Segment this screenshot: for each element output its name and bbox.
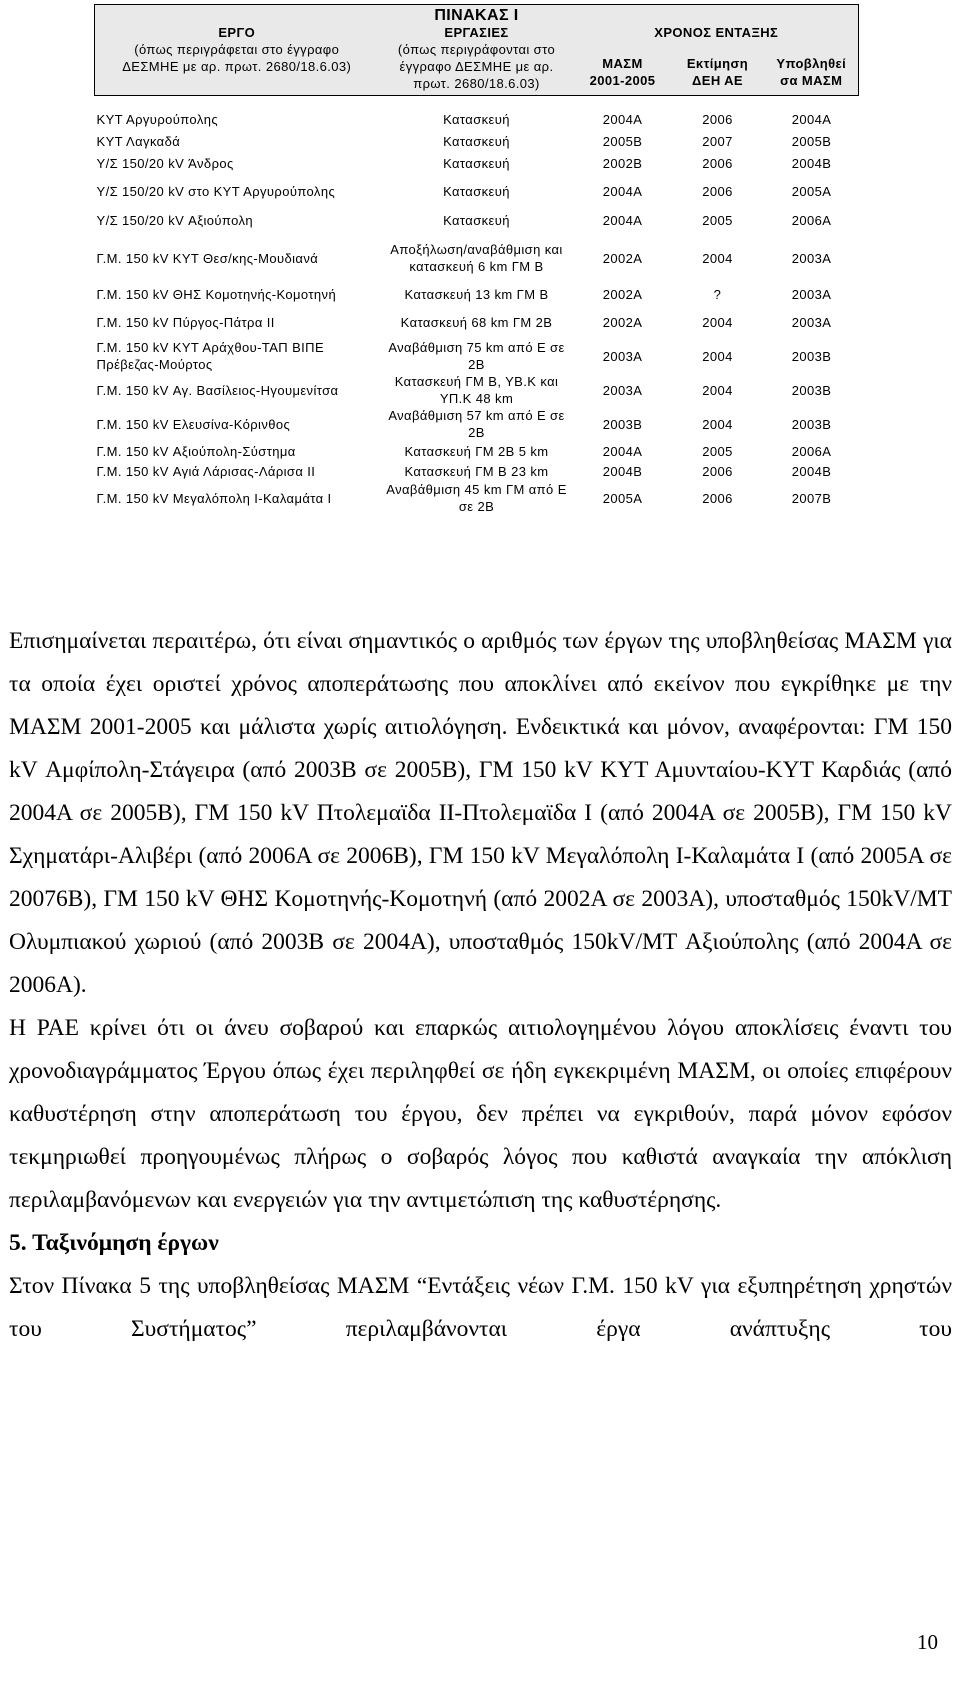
row-work-cell: Υ/Σ 150/20 kV Αξιούπολη — [96, 213, 254, 228]
row-masm-cell: 2002Α — [602, 250, 643, 266]
row-masm-cell: 2004Α — [602, 183, 643, 199]
row-submitted-cell: 2005Β — [791, 133, 832, 149]
column-header-masm — [575, 41, 671, 96]
row-submitted-cell: 2006Α — [791, 213, 832, 228]
row-estimate-cell: 2006 — [702, 111, 733, 127]
submitted-label-2: σα ΜΑΣΜ — [780, 73, 843, 88]
row-task-cell: Αναβάθμιση 75 km από Ε σε 2Β — [388, 340, 565, 372]
row-task-cell: Αναβάθμιση 57 km από Ε σε 2Β — [388, 408, 565, 440]
row-work-cell: ΚΥΤ Λαγκαδά — [96, 133, 181, 149]
row-work-cell: Γ.Μ. 150 kV Αξιούπολη-Σύστημα — [96, 443, 296, 459]
row-estimate-cell: ? — [713, 286, 722, 302]
table-row — [95, 130, 859, 152]
row-task-cell: Κατασκευή — [443, 183, 510, 199]
row-work-cell: Γ.Μ. 150 kV ΘΗΣ Κομοτηνής-Κομοτηνή — [96, 286, 337, 302]
row-submitted-cell: 2004Α — [791, 111, 832, 127]
row-task-cell: Κατασκευή ΓΜ Β, ΥΒ.Κ και ΥΠ.Κ 48 km — [394, 374, 559, 406]
column-header-work: ΕΡΓΟ — [95, 24, 379, 41]
row-submitted-cell: 2003Α — [791, 250, 832, 266]
row-estimate-cell: 2005 — [702, 213, 733, 228]
row-estimate-cell: 2004 — [702, 416, 733, 432]
paragraph-1: Επισημαίνεται περαιτέρω, ότι είναι σημαντικός ο αριθμός των έργων της υποβληθείσας ΜΑΣΜ για τα οποία έχει οριστεί χρόνος αποπεράτωσης που αποκλίνει από εκείνον που εγκρίθηκε με την ΜΑΣΜ 2001-2005 και μάλιστα χωρίς αιτιολόγηση. Ενδεικτικά και μόνον, αναφέρονται: ΓΜ 150 kV Αμφίπολη-Στάγειρα (από 2003Β σε 2005Β), ΓΜ 150 kV ΚΥΤ Αμυνταίου-ΚΥΤ Καρδιάς (από 2004Α σε 2005Β), ΓΜ 150 kV Πτολεμαϊδα ΙΙ-Πτολεμαϊδα Ι (από 2004Α σε 2005Β), ΓΜ 150 kV Σχηματάρι-Αλιβέρι (από 2006Α σε 2006Β), ΓΜ 150 kV Μεγαλόπολη Ι-Καλαμάτα Ι (από 2005Α σε 20076Β), ΓΜ 150 kV ΘΗΣ Κομοτηνής-Κομοτηνή (από 2002Α σε 2003Α), υποσταθμός 150kV/MT Ολυμπιακού χωριού (από 2003Β σε 2004Α), υποσταθμός 150kV/MT Αξιούπολης (από 2004Α σε 2006Α). — [9, 628, 952, 998]
row-submitted-cell: 2006Α — [791, 443, 832, 459]
column-header-time: ΧΡΟΝΟΣ ΕΝΤΑΞΗΣ — [575, 24, 859, 41]
row-work-cell: ΚΥΤ Αργυρούπολης — [96, 111, 219, 127]
row-work-cell: Υ/Σ 150/20 kV στο ΚΥΤ Αργυρούπολης — [96, 183, 336, 199]
table-row — [95, 407, 859, 441]
column-header-tasks-sub: (όπως περιγράφονται στο έγγραφο ΔΕΣΜΗΕ με αρ. πρωτ. 2680/18.6.03) — [379, 41, 575, 96]
masm-period: 2001-2005 — [589, 73, 656, 88]
row-work-cell: Γ.Μ. 150 kV Αγιά Λάρισας-Λάρισα ΙΙ — [96, 463, 316, 479]
table-title-row — [95, 5, 859, 25]
submitted-label-1: Υποβληθεί — [776, 56, 847, 71]
row-submitted-cell: 2003Α — [791, 314, 832, 330]
header-row-1 — [95, 24, 859, 41]
row-masm-cell: 2002Β — [602, 155, 643, 171]
column-header-work-sub: (όπως περιγράφεται στο έγγραφο ΔΕΣΜΗΕ με αρ. πρωτ. 2680/18.6.03) — [95, 41, 379, 96]
row-work-cell: Γ.Μ. 150 kV ΚΥΤ Θεσ/κης-Μουδιανά — [96, 250, 319, 266]
row-estimate-cell: 2005 — [702, 443, 733, 459]
estimate-label: Εκτίμηση — [686, 56, 749, 71]
paragraph-2: Η ΡΑΕ κρίνει ότι οι άνευ σοβαρού και επαρκώς αιτιολογημένου λόγου αποκλίσεις έναντι του χρονοδιαγράμματος Έργου όπως έχει περιληφθεί σε ήδη εγκεκριμένη ΜΑΣΜ, οι οποίες επιφέρουν καθυστέρηση στην αποπεράτωση του έργου, δεν πρέπει να εγκριθούν, παρά μόνον εφόσον τεκμηριωθεί προηγουμένως πλήρως ο σοβαρός λόγος που καθιστά αναγκαία την απόκλιση περιλαμβανόμενων και ενεργειών για την αντιμετώπιση της καθυστέρησης. — [9, 1015, 952, 1213]
schedule-table-wrapper — [94, 4, 858, 515]
row-masm-cell: 2003Α — [602, 348, 643, 364]
row-submitted-cell: 2004Β — [791, 155, 832, 171]
row-work-cell: Γ.Μ. 150 kV ΚΥΤ Αράχθου-ΤΑΠ ΒΙΠΕ Πρέβεζας-Μούρτος — [96, 340, 325, 372]
table-row — [95, 461, 859, 481]
row-masm-cell: 2003Β — [602, 416, 643, 432]
row-submitted-cell: 2007Β — [791, 490, 832, 506]
row-masm-cell: 2004Α — [602, 111, 643, 127]
table-row — [95, 174, 859, 208]
row-work-cell: Γ.Μ. 150 kV Μεγαλόπολη Ι-Καλαμάτα Ι — [96, 490, 332, 506]
row-masm-cell: 2002Α — [602, 314, 643, 330]
table-row — [95, 305, 859, 339]
table-row — [95, 152, 859, 174]
row-masm-cell: 2004Β — [602, 463, 643, 479]
table-row — [95, 481, 859, 515]
row-task-cell: Κατασκευή — [443, 213, 510, 228]
row-task-cell: Κατασκευή — [443, 133, 510, 149]
row-submitted-cell: 2003Β — [791, 382, 832, 398]
row-estimate-cell: 2004 — [702, 382, 733, 398]
row-work-cell: Γ.Μ. 150 kV Ελευσίνα-Κόρινθος — [96, 416, 291, 432]
table-row — [95, 108, 859, 130]
row-task-cell: Αναβάθμιση 45 km ΓΜ από Ε σε 2Β — [386, 482, 567, 514]
row-estimate-cell: 2006 — [702, 155, 733, 171]
table-title: ΠΙΝΑΚΑΣ Ι — [95, 5, 859, 25]
row-submitted-cell: 2003Β — [791, 416, 832, 432]
row-work-cell: Γ.Μ. 150 kV Πύργος-Πάτρα ΙΙ — [96, 314, 275, 330]
table-row — [95, 283, 859, 305]
masm-label: ΜΑΣΜ — [602, 56, 643, 71]
row-submitted-cell: 2003Β — [791, 348, 832, 364]
table-row — [95, 339, 859, 373]
row-masm-cell: 2002Α — [602, 286, 643, 302]
row-task-cell: Κατασκευή ΓΜ Β 23 km — [404, 463, 549, 479]
row-masm-cell: 2004Α — [602, 443, 643, 459]
row-masm-cell: 2005Α — [602, 490, 643, 506]
table-row — [95, 208, 859, 233]
row-masm-cell: 2004Α — [602, 213, 643, 228]
row-task-cell: Κατασκευή 13 km ΓΜ Β — [404, 286, 549, 302]
row-estimate-cell: 2004 — [702, 314, 733, 330]
row-estimate-cell: 2007 — [702, 133, 733, 149]
row-task-cell: Αποξήλωση/αναβάθμιση και κατασκευή 6 km ΓΜ Β — [390, 242, 563, 274]
row-estimate-cell: 2004 — [702, 348, 733, 364]
column-header-submitted — [765, 41, 859, 96]
table-row — [95, 373, 859, 407]
section-heading: 5. Ταξινόμηση έργων — [9, 1230, 219, 1256]
column-header-tasks: ΕΡΓΑΣΙΕΣ — [444, 25, 509, 40]
row-task-cell: Κατασκευή 68 km ΓΜ 2Β — [400, 314, 553, 330]
row-submitted-cell: 2005Α — [791, 183, 832, 199]
row-estimate-cell: 2006 — [702, 463, 733, 479]
header-row-2 — [95, 41, 859, 96]
page-number: 10 — [917, 1630, 938, 1654]
row-submitted-cell: 2003Α — [791, 286, 832, 302]
schedule-table — [94, 4, 859, 515]
row-estimate-cell: 2006 — [702, 490, 733, 506]
row-work-cell: Γ.Μ. 150 kV Αγ. Βασίλειος-Ηγουμενίτσα — [96, 382, 339, 398]
row-work-cell: Υ/Σ 150/20 kV Άνδρος — [96, 155, 234, 171]
row-task-cell: Κατασκευή — [443, 155, 510, 171]
column-header-estimate — [671, 41, 765, 96]
table-row — [95, 233, 859, 283]
estimate-org: ΔΕΗ ΑΕ — [692, 73, 743, 88]
row-submitted-cell: 2004Β — [791, 463, 832, 479]
paragraph-3: Στον Πίνακα 5 της υποβληθείσας ΜΑΣΜ “Εντάξεις νέων Γ.Μ. 150 kV για εξυπηρέτηση χρηστών του Συστήματος” περιλαμβάνονται έργα ανάπτυξης του — [9, 1273, 952, 1342]
table-row — [95, 441, 859, 461]
header-spacer-row — [95, 96, 859, 109]
row-estimate-cell: 2004 — [702, 250, 733, 266]
row-masm-cell: 2005Β — [602, 133, 643, 149]
row-masm-cell: 2003Α — [602, 382, 643, 398]
row-estimate-cell: 2006 — [702, 183, 733, 199]
body-text — [9, 620, 952, 1351]
row-task-cell: Κατασκευή — [443, 111, 510, 127]
row-task-cell: Κατασκευή ΓΜ 2Β 5 km — [404, 443, 549, 459]
